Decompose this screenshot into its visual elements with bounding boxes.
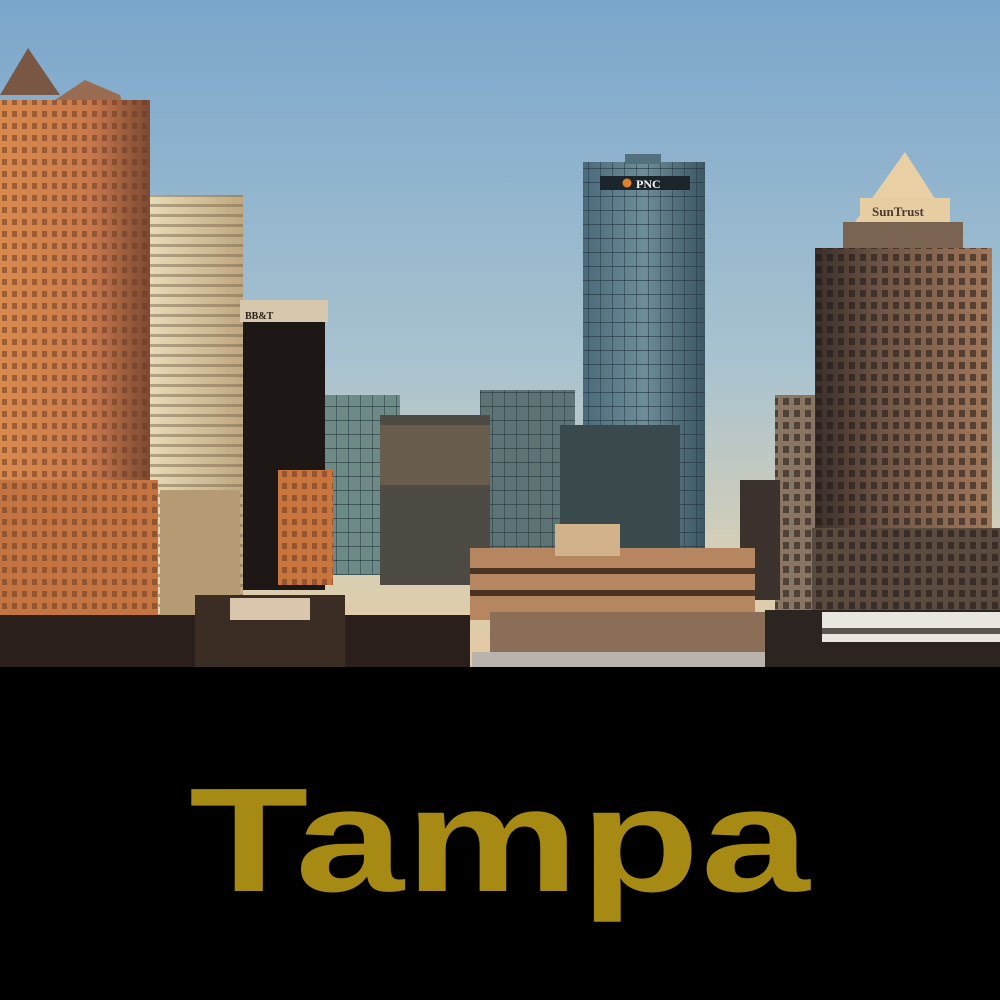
gold-tower [0, 48, 158, 620]
bbt-tower [240, 300, 333, 590]
suntrust-sign: SunTrust [872, 204, 924, 219]
pnc-sign: PNC [636, 177, 661, 191]
cream-tower [148, 195, 243, 615]
pnc-logo-icon [623, 179, 632, 188]
city-title: Tampa [189, 758, 811, 923]
bbt-sign: BB&T [245, 311, 274, 322]
